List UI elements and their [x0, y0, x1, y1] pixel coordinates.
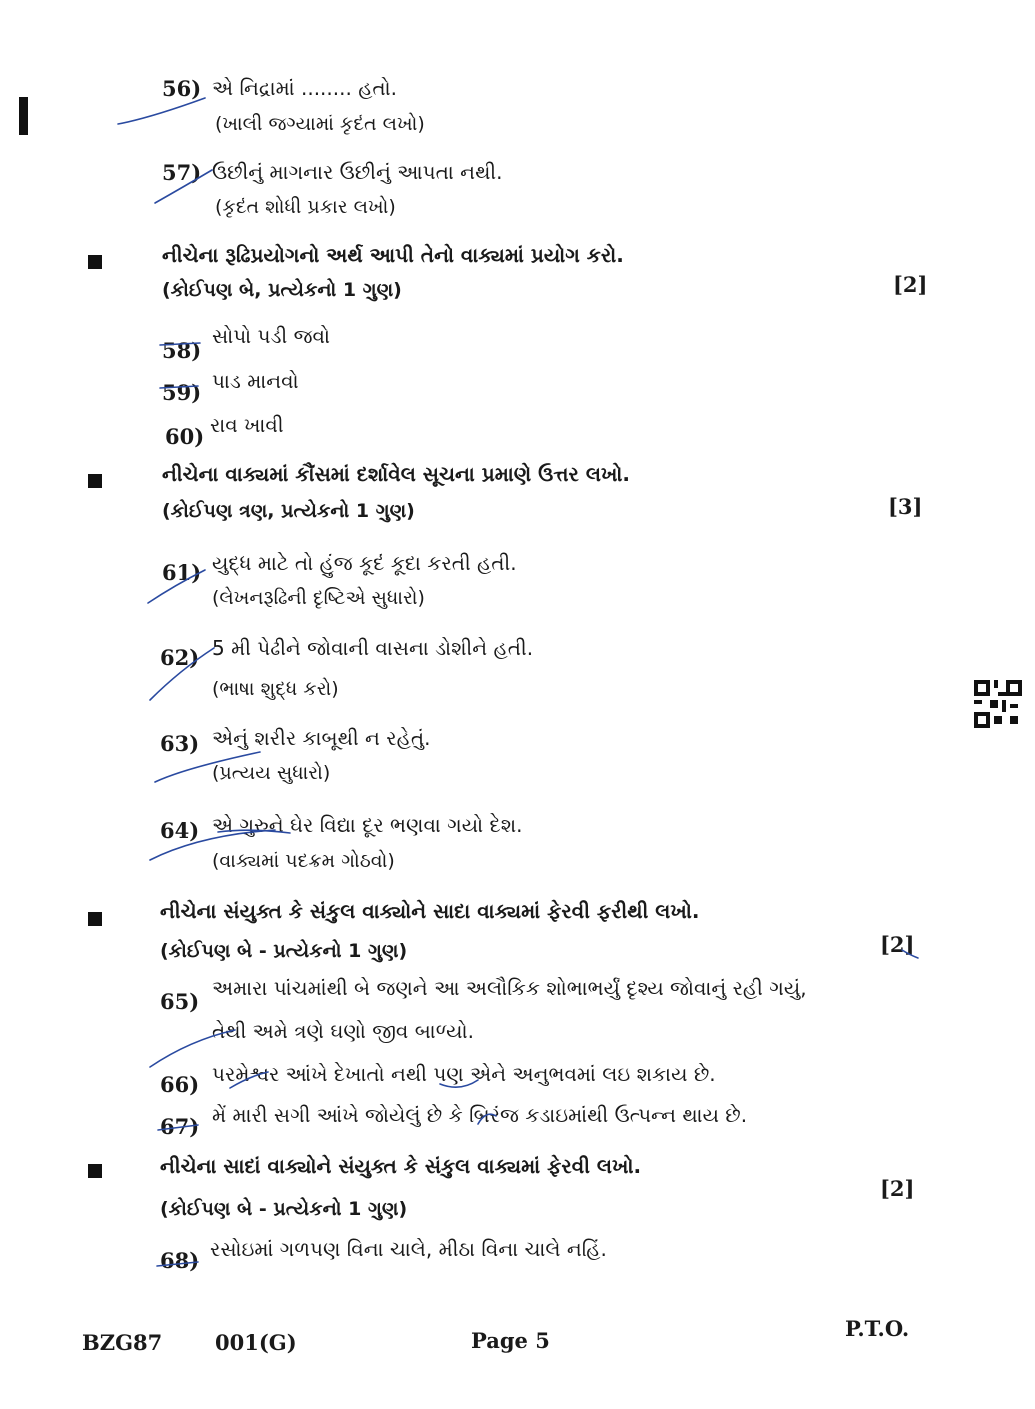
question-number: 59) — [162, 380, 202, 405]
question-text-continued: તેથી અમે ત્રણે ઘણો જીવ બાળ્યો. — [212, 1019, 474, 1043]
question-text: એનું શરીર કાબૂથી ન રહેતું. — [212, 726, 431, 750]
section-subheading: (કોઈપણ બે - પ્રત્યેકનો 1 ગુણ) — [160, 940, 408, 962]
pto-label: P.T.O. — [845, 1316, 910, 1341]
section-marks: [2] — [880, 1176, 915, 1201]
question-number: 60) — [165, 424, 205, 449]
question-hint: (પ્રત્યય સુધારો) — [212, 762, 331, 784]
question-text: ઉછીનું માગનાર ઉછીનું આપતા નથી. — [212, 160, 503, 184]
footer-code: BZG87 — [82, 1330, 163, 1355]
section-subheading: (કોઈપણ બે, પ્રત્યેકનો 1 ગુણ) — [162, 279, 402, 301]
question-text: સોપો પડી જવો — [212, 324, 330, 348]
question-number: 63) — [160, 731, 200, 756]
question-number: 62) — [160, 645, 200, 670]
section-subheading: (કોઈપણ બે - પ્રત્યેકનો 1 ગુણ) — [160, 1198, 408, 1220]
section-subheading: (કોઈપણ ત્રણ, પ્રત્યેકનો 1 ગુણ) — [162, 500, 415, 522]
question-text: એ નિદ્રામાં ........ હતો. — [212, 76, 398, 100]
question-number: 57) — [162, 160, 202, 185]
question-number: 56) — [162, 76, 202, 101]
question-text: અમારા પાંચમાંથી બે જણને આ અલૌકિક શોભાભર્યું દૃશ્ય જોવાનું રહી ગયું, — [212, 976, 807, 1000]
question-hint: (વાક્યમાં પદક્રમ ગોઠવો) — [212, 850, 395, 872]
section-heading: નીચેના સાદાં વાક્યોને સંયુક્ત કે સંકુલ વાક્યમાં ફેરવી લખો. — [160, 1154, 642, 1178]
question-number: 65) — [160, 989, 200, 1014]
footer-paper-code: 001(G) — [215, 1330, 297, 1355]
question-text: પાડ માનવો — [212, 369, 299, 393]
question-text: પરમેશ્વર આંખે દેખાતો નથી પણ એને અનુભવમાં લઇ શકાય છે. — [212, 1062, 716, 1086]
question-number: 64) — [160, 818, 200, 843]
question-number: 68) — [160, 1248, 200, 1273]
section-heading: નીચેના રૂઢિપ્રયોગનો અર્થ આપી તેનો વાક્યમાં પ્રયોગ કરો. — [162, 243, 624, 267]
question-number: 61) — [162, 560, 202, 585]
question-hint: (કૃદંત શોધી પ્રકાર લખો) — [215, 196, 396, 218]
section-marks: [3] — [888, 494, 923, 519]
question-text: એ ગુરુને ઘેર વિદ્યા દૂર ભણવા ગયો દેશ. — [212, 813, 523, 837]
page-number: Page 5 — [471, 1328, 550, 1353]
question-text: મેં મારી સગી આંખે જોયેલું છે કે બિરંજ કડાઇમાંથી ઉત્પન્ન થાય છે. — [212, 1103, 748, 1127]
question-hint: (ખાલી જગ્યામાં કૃદંત લખો) — [215, 113, 425, 135]
question-text: રાવ ખાવી — [210, 413, 284, 437]
section-marks: [2] — [893, 272, 928, 297]
question-text: રસોઇમાં ગળપણ વિના ચાલે, મીઠા વિના ચાલે નહિં. — [210, 1237, 607, 1261]
question-text: 5 મી પેઢીને જોવાની વાસના ડોશીને હતી. — [212, 636, 534, 660]
section-heading: નીચેના વાક્યમાં કૌંસમાં દર્શાવેલ સૂચના પ્રમાણે ઉત્તર લખો. — [162, 462, 631, 486]
question-number: 66) — [160, 1072, 200, 1097]
section-heading: નીચેના સંયુક્ત કે સંકુલ વાક્યોને સાદા વાક્યમાં ફેરવી ફરીથી લખો. — [160, 899, 700, 923]
section-marks: [2] — [880, 932, 915, 957]
question-number: 58) — [162, 338, 202, 363]
question-number: 67) — [160, 1114, 200, 1139]
question-text: યુદ્ધ માટે તો હુંજ કૂદં કૂદા કરતી હતી. — [212, 551, 517, 575]
question-hint: (ભાષા શુદ્ધ કરો) — [212, 678, 339, 700]
question-hint: (લેખનરૂઢિની દૃષ્ટિએ સુધારો) — [212, 587, 425, 609]
